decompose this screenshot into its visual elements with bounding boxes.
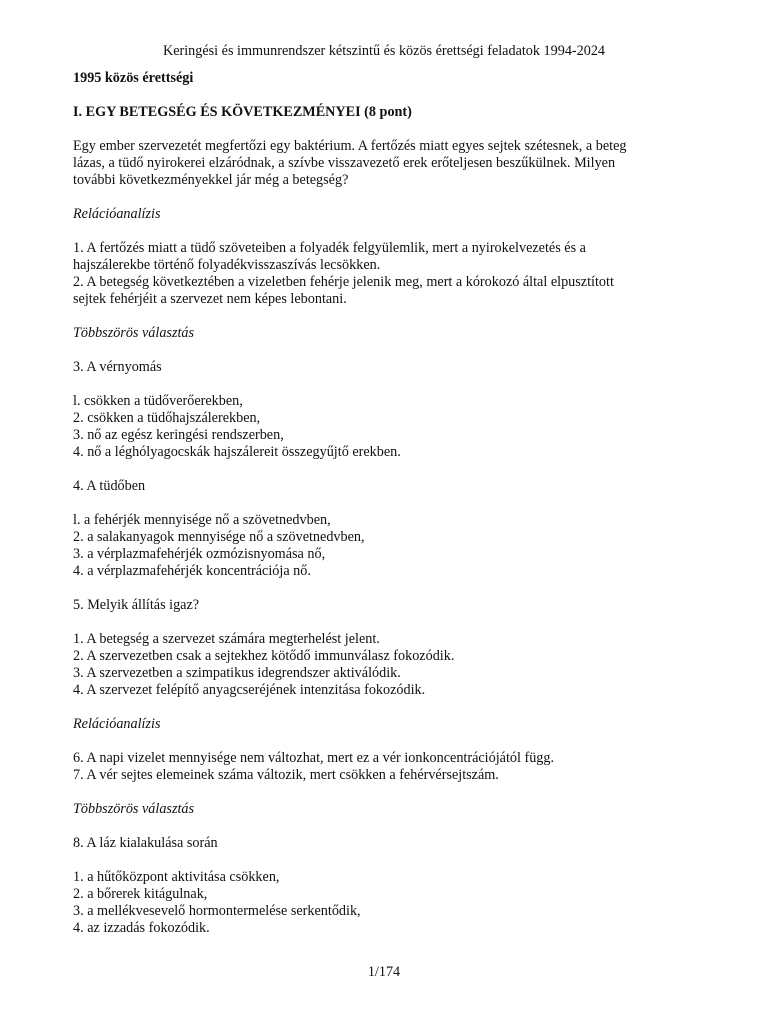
intro-line: lázas, a tüdő nyirokerei elzáródnak, a szívbe visszavezető erek erőteljesen beszűkülnek. Milyen [73,155,616,171]
block-heading-relation-analysis: Relációanalízis [73,206,161,222]
relation-items-2 [73,750,703,784]
intro-line: további következményekkel jár még a betegség? [73,172,349,188]
option-line: 3. a mellékvesevelő hormontermelése serkentődik, [73,903,361,919]
exam-title: 1995 közös érettségi [73,70,194,86]
intro-paragraph [73,138,703,189]
options-question-4 [73,512,703,580]
section-title: I. EGY BETEGSÉG ÉS KÖVETKEZMÉNYEI (8 pont) [73,104,412,120]
option-line: 4. nő a léghólyagocskák hajszálereit összegyűjtő erekben. [73,444,401,460]
option-line: l. a fehérjék mennyisége nő a szövetnedvben, [73,512,331,528]
question-4: 4. A tüdőben [73,478,146,494]
question-line: 7. A vér sejtes elemeinek száma változik, mert csökken a fehérvérsejtszám. [73,767,499,783]
question-line: 6. A napi vizelet mennyisége nem változhat, mert ez a vér ionkoncentrációjától függ. [73,750,555,766]
document-content [73,70,703,937]
option-line: 3. a vérplazmafehérjék ozmózisnyomása nő, [73,546,326,562]
options-question-8 [73,869,703,937]
block-heading-multiple-choice: Többszörös választás [73,325,195,341]
block-heading-multiple-choice-2: Többszörös választás [73,801,195,817]
option-line: 1. A betegség a szervezet számára megterhelést jelent. [73,631,380,647]
question-line: hajszálerekbe történő folyadékvisszaszívás lecsökken. [73,257,381,273]
option-line: 2. a bőrerek kitágulnak, [73,886,208,902]
block-heading-relation-analysis-2: Relációanalízis [73,716,161,732]
option-line: 4. a vérplazmafehérjék koncentrációja nő. [73,563,311,579]
option-line: 2. A szervezetben csak a sejtekhez kötődő immunválasz fokozódik. [73,648,455,664]
question-3: 3. A vérnyomás [73,359,162,375]
options-question-5 [73,631,703,699]
option-line: 1. a hűtőközpont aktivitása csökken, [73,869,280,885]
page-number: 1/174 [367,964,401,980]
relation-items-1 [73,240,703,308]
option-line: 2. csökken a tüdőhajszálerekben, [73,410,261,426]
option-line: l. csökken a tüdőverőerekben, [73,393,243,409]
option-line: 4. A szervezet felépítő anyagcseréjének intenzitása fokozódik. [73,682,426,698]
question-5: 5. Melyik állítás igaz? [73,597,200,613]
question-line: 1. A fertőzés miatt a tüdő szöveteiben a folyadék felgyülemlik, mert a nyirokelvezetés és a [73,240,586,256]
question-8: 8. A láz kialakulása során [73,835,218,851]
intro-line: Egy ember szervezetét megfertőzi egy baktérium. A fertőzés miatt egyes sejtek szétesnek, a beteg [73,138,627,154]
option-line: 2. a salakanyagok mennyisége nő a szövetnedvben, [73,529,365,545]
options-question-3 [73,393,703,461]
option-line: 3. nő az egész keringési rendszerben, [73,427,284,443]
option-line: 3. A szervezetben a szimpatikus idegrendszer aktiválódik. [73,665,401,681]
question-line: 2. A betegség következtében a vizeletben fehérje jelenik meg, mert a kórokozó által elpusztított [73,274,614,290]
question-line: sejtek fehérjéit a szervezet nem képes lebontani. [73,291,347,307]
running-header: Keringési és immunrendszer kétszintű és közös érettségi feladatok 1994-2024 [162,43,606,59]
option-line: 4. az izzadás fokozódik. [73,920,210,936]
